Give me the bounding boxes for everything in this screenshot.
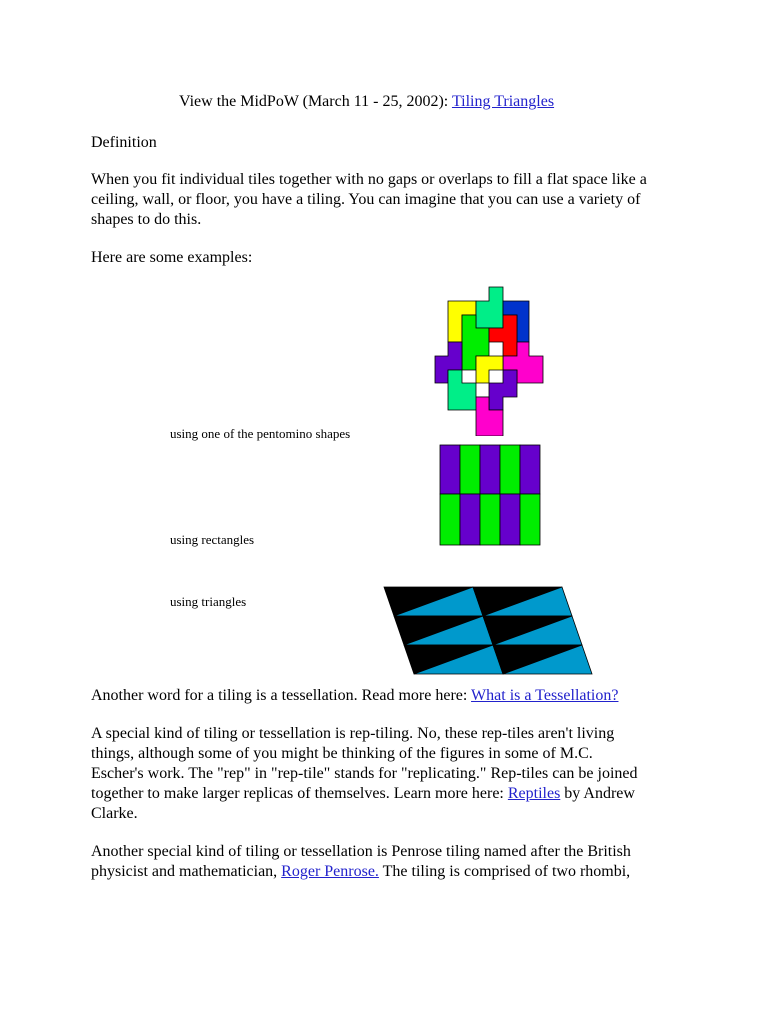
penrose-line-2 <box>91 862 630 883</box>
tessellation-line <box>91 686 618 707</box>
what-is-tessellation-link[interactable]: What is a Tessellation? <box>471 687 619 704</box>
tessellation-text: Another word for a tiling is a tessellation. Read more here: <box>91 687 472 704</box>
pentomino-mint-tile <box>476 287 503 328</box>
reptile-line-5: Clarke. <box>91 805 138 822</box>
page-header <box>179 92 554 113</box>
rect-tile <box>500 494 520 545</box>
rect-tile <box>500 445 520 494</box>
reptiles-link[interactable]: Reptiles <box>507 785 561 802</box>
tiling-triangles-link[interactable]: Tiling Triangles <box>451 93 555 110</box>
penrose-line-1: Another special kind of tiling or tessellation is Penrose tiling named after the British <box>91 843 631 860</box>
reptile-line-1: A special kind of tiling or tessellation is rep-tiling. No, these rep-tiles aren't living <box>91 725 615 742</box>
rect-tile <box>480 494 500 545</box>
reptile-line-3: Escher's work. The "rep" in "rep-tile" stands for "replicating." Rep-tiles can be joined <box>91 765 638 782</box>
penrose-line-2-prefix: physicist and mathematician, <box>91 863 282 880</box>
pentomino-purple-tile-right <box>489 370 517 410</box>
intro-line-3: shapes to do this. <box>91 211 202 228</box>
caption-pentomino: using one of the pentomino shapes <box>170 426 351 441</box>
examples-heading: Here are some examples: <box>91 249 253 266</box>
reptile-line-2: things, although some of you might be thinking of the figures in some of M.C. <box>91 745 593 762</box>
penrose-line-2-suffix: The tiling is comprised of two rhombi, <box>378 863 631 880</box>
reptile-author-text: by Andrew <box>560 785 635 802</box>
caption-rectangles: using rectangles <box>170 532 255 547</box>
reptile-line-4 <box>91 784 635 805</box>
pentomino-tiling-image <box>430 286 550 436</box>
rect-tile <box>460 445 480 494</box>
rect-tile <box>480 445 500 494</box>
rect-tile <box>440 445 460 494</box>
intro-line-2: ceiling, wall, or floor, you have a tiling. You can imagine that you can use a variety of <box>91 191 641 208</box>
header-text: View the MidPoW (March 11 - 25, 2002): <box>179 93 452 110</box>
intro-line-1: When you fit individual tiles together with no gaps or overlaps to fill a flat space like a <box>91 171 647 188</box>
roger-penrose-link[interactable]: Roger Penrose. <box>281 863 379 880</box>
caption-triangles: using triangles <box>170 594 247 609</box>
rect-tile <box>520 445 540 494</box>
reptile-line-4-text: together to make larger replicas of themselves. Learn more here: <box>91 785 508 802</box>
rect-tile <box>440 494 460 545</box>
triangles-tiling-image <box>382 586 602 676</box>
rectangles-tiling-image <box>438 443 542 547</box>
definition-heading: Definition <box>91 134 157 151</box>
rect-tile <box>520 494 540 545</box>
pentomino-yellow-tile-2 <box>476 356 503 383</box>
rect-tile <box>460 494 480 545</box>
